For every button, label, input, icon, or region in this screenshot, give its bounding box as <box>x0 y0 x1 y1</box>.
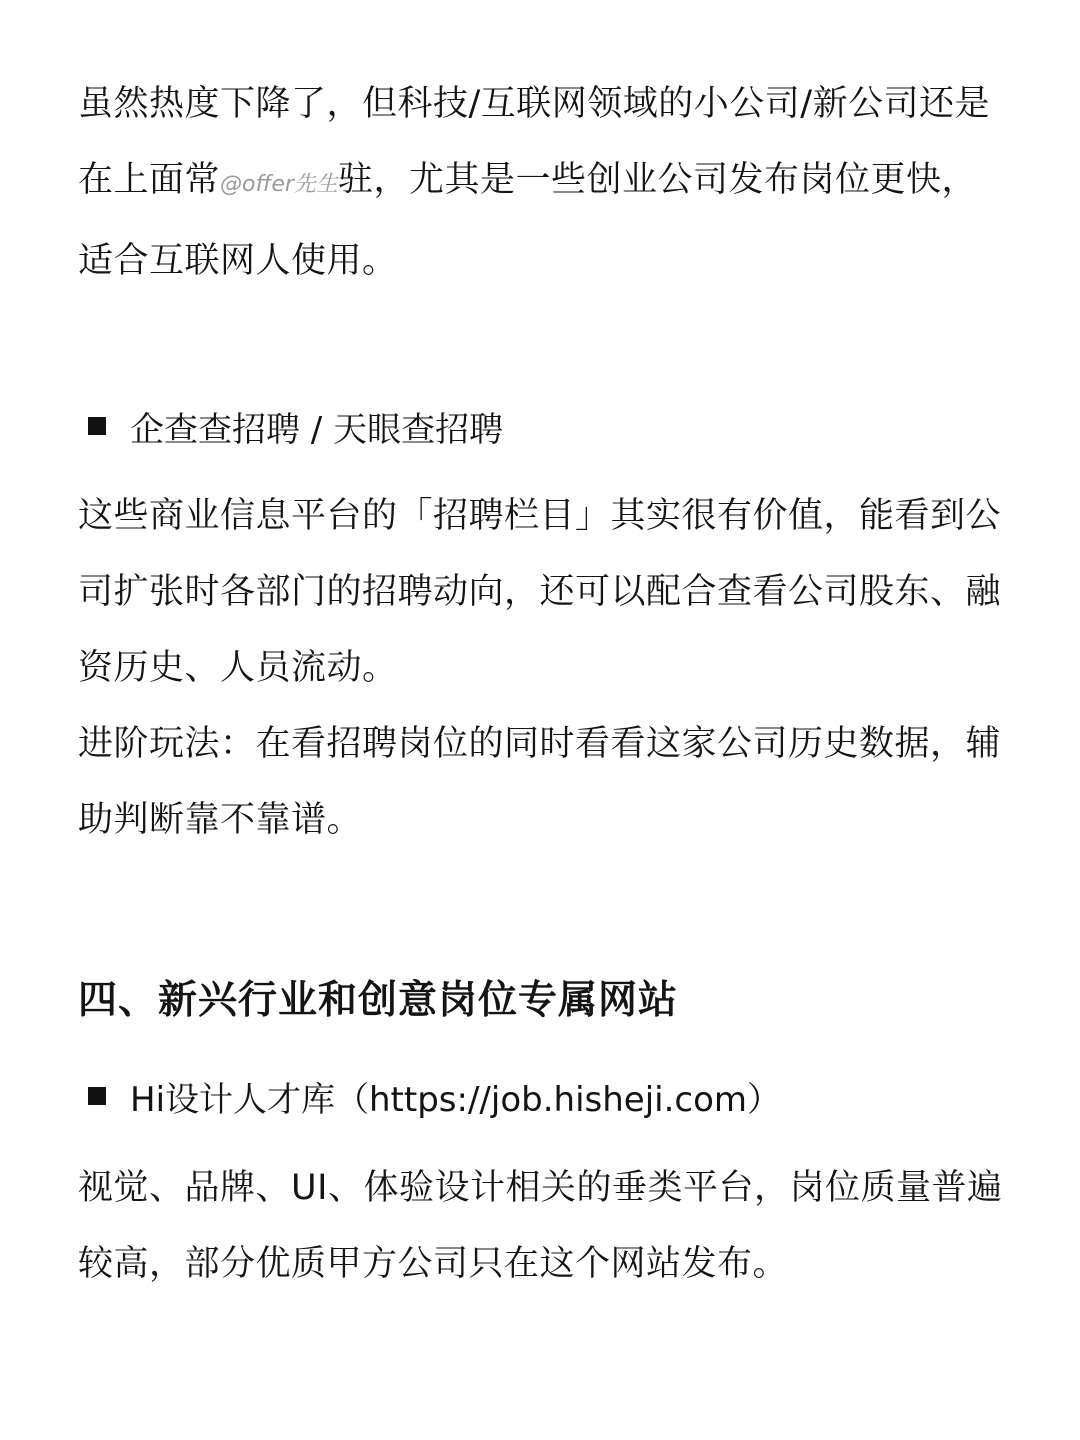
section-four-heading: 四、新兴行业和创意岗位专属网站 <box>78 978 679 1023</box>
bullet-title-hisheji: Hi设计人才库（https://job.hisheji.com） <box>130 1079 782 1120</box>
watermark-label: @offer先生 <box>220 172 338 197</box>
bullet-item-qichacha <box>88 396 503 456</box>
bullet-title-qichacha: 企查查招聘 / 天眼查招聘 <box>130 409 504 450</box>
intro-paragraph <box>78 66 1008 299</box>
bullet-item-hisheji <box>88 1066 781 1126</box>
hisheji-description: 视觉、品牌、UI、体验设计相关的垂类平台，岗位质量普遍较高，部分优质甲方公司只在这个网站发布。 <box>78 1168 1003 1284</box>
intro-text-part2: 驻，尤其是一些创业公司发布岗位更快，适合互联网人使用。 <box>78 160 977 281</box>
intro-text-part1: 虽然热度下降了，但科技/互联网领域的小公司/新公司还是在上面常 <box>78 84 991 200</box>
square-bullet-icon <box>88 1087 106 1105</box>
square-bullet-icon <box>88 417 106 435</box>
qichacha-description: 这些商业信息平台的「招聘栏目」其实很有价值，能看到公司扩张时各部门的招聘动向，还可以配合查看公司股东、融资历史、人员流动。 <box>78 496 1002 688</box>
qichacha-advanced-tip: 进阶玩法：在看招聘岗位的同时看看这家公司历史数据，辅助判断靠不靠谱。 <box>78 724 1002 840</box>
